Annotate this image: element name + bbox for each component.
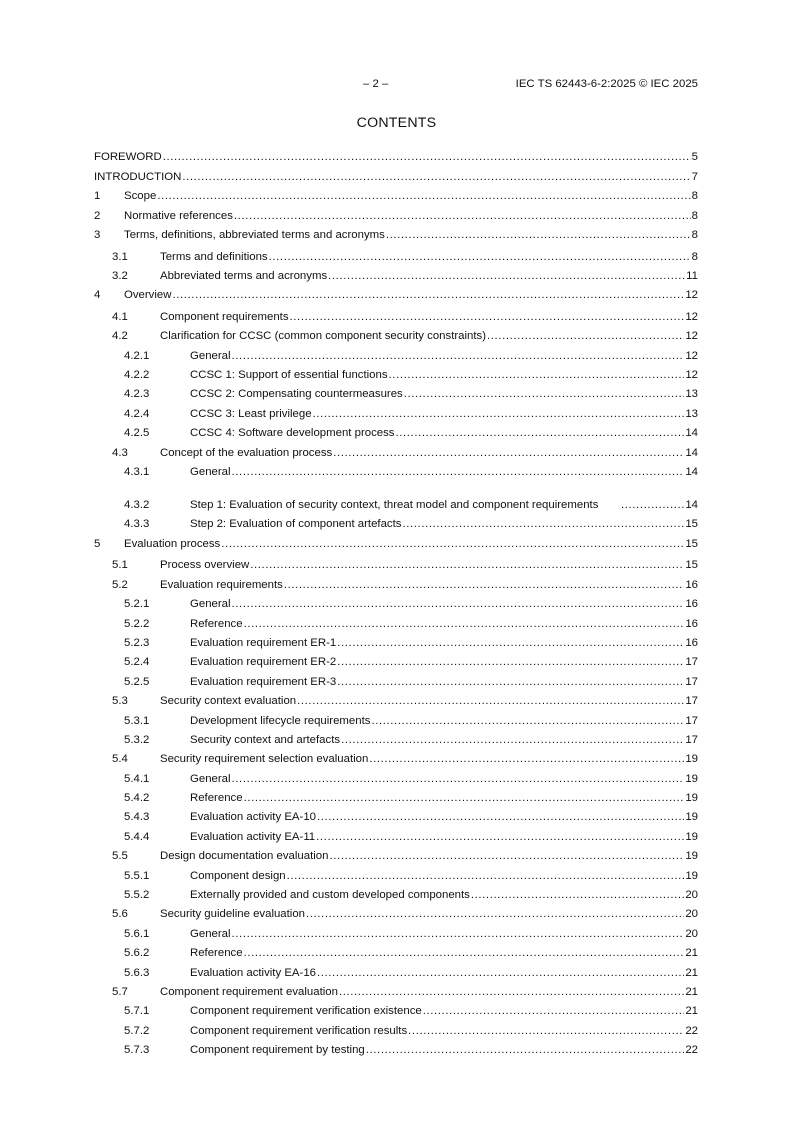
toc-dot-leader [269, 250, 691, 264]
toc-entry-page: 14 [685, 446, 698, 459]
toc-entry-title: Security guideline evaluation [160, 908, 306, 921]
toc-entry[interactable] [94, 631, 698, 650]
toc-dot-leader [297, 694, 684, 708]
toc-dot-leader [389, 368, 685, 382]
toc-entry-page: 21 [685, 985, 698, 998]
toc-entry-number: 4.2.3 [124, 388, 150, 401]
toc-entry-number: 5.2.4 [124, 656, 150, 669]
toc-entry-page: 14 [685, 499, 698, 512]
toc-entry-page: 12 [685, 289, 698, 302]
toc-dot-leader [369, 752, 684, 766]
toc-entry[interactable] [94, 531, 698, 550]
toc-dot-leader [333, 446, 684, 460]
toc-entry-number: 1 [94, 190, 101, 203]
toc-entry[interactable] [94, 164, 698, 183]
toc-dot-leader [337, 655, 684, 669]
toc-entry[interactable] [94, 786, 698, 805]
toc-entry-page: 19 [685, 869, 698, 882]
toc-entry[interactable] [94, 863, 698, 882]
toc-entry-page: 12 [685, 310, 698, 323]
toc-entry-page: 21 [685, 966, 698, 979]
toc-entry-title: CCSC 4: Software development process [190, 427, 395, 440]
toc-entry-page: 19 [685, 753, 698, 766]
toc-entry-title: Security context evaluation [160, 695, 297, 708]
toc-entry-title: Evaluation activity EA-11 [190, 830, 316, 843]
toc-entry-page: 5 [691, 151, 698, 164]
toc-entry[interactable] [94, 512, 698, 531]
toc-entry[interactable] [94, 401, 698, 420]
toc-entry-title: Normative references [124, 209, 233, 222]
toc-entry-title: Reference [190, 792, 243, 805]
toc-entry-page: 19 [685, 830, 698, 843]
toc-entry-page: 19 [685, 811, 698, 824]
toc-entry[interactable] [94, 669, 698, 688]
toc-dot-leader [182, 170, 690, 184]
toc-entry-title: Reference [190, 617, 243, 630]
toc-dot-leader [371, 714, 684, 728]
toc-entry-title: Component requirement verification existence [190, 1005, 422, 1018]
toc-entry-title: Evaluation requirement ER-3 [190, 675, 337, 688]
toc-entry[interactable] [94, 960, 698, 979]
toc-entry-page: 12 [685, 369, 698, 382]
toc-entry[interactable] [94, 382, 698, 401]
toc-entry[interactable] [94, 1038, 698, 1057]
toc-entry-page: 16 [685, 598, 698, 611]
toc-dot-leader [408, 1024, 684, 1038]
toc-entry-title: Step 1: Evaluation of security context, threat model and component requirements [190, 499, 599, 512]
toc-dot-leader [290, 310, 685, 324]
toc-dot-leader [221, 537, 684, 551]
toc-dot-leader [471, 888, 684, 902]
toc-entry[interactable] [94, 592, 698, 611]
toc-entry-title: INTRODUCTION [94, 170, 182, 183]
toc-dot-leader [232, 349, 685, 363]
toc-dot-leader [232, 465, 685, 479]
toc-entry[interactable] [94, 283, 698, 302]
toc-dot-leader [232, 597, 685, 611]
toc-entry-number: 4.3.3 [124, 518, 150, 531]
toc-entry-title: Component requirement evaluation [160, 985, 338, 998]
toc-entry-page: 20 [685, 927, 698, 940]
toc-entry-page: 13 [685, 407, 698, 420]
toc-entry[interactable] [94, 999, 698, 1018]
toc-entry-title: Step 2: Evaluation of component artefacts [190, 518, 402, 531]
toc-dot-leader [329, 849, 684, 863]
toc-entry-number: 5.5 [112, 850, 128, 863]
toc-dot-leader [287, 869, 685, 883]
toc-entry[interactable] [94, 902, 698, 921]
toc-dot-leader [157, 189, 690, 203]
toc-entry-title: Component requirement verification results [190, 1024, 408, 1037]
toc-entry-number: 2 [94, 209, 101, 222]
toc-entry-number: 5.3.2 [124, 733, 150, 746]
toc-entry-title: Evaluation requirements [160, 578, 283, 591]
toc-entry-page: 15 [685, 559, 698, 572]
toc-entry[interactable] [94, 611, 698, 630]
toc-dot-leader [386, 228, 691, 242]
toc-entry-number: 5.4.3 [124, 811, 150, 824]
toc-entry-number: 5.2.2 [124, 617, 150, 630]
toc-entry-number: 5.4.4 [124, 830, 150, 843]
toc-entry-title: Evaluation process [124, 537, 221, 550]
toc-entry-number: 5.6.3 [124, 966, 150, 979]
toc-dot-leader [396, 426, 685, 440]
toc-dot-leader [403, 517, 685, 531]
toc-entry-number: 5.1 [112, 559, 128, 572]
toc-entry-number: 5.2.1 [124, 598, 150, 611]
toc-entry-number: 4.1 [112, 310, 128, 323]
toc-entry-title: Overview [124, 289, 172, 302]
toc-entry-number: 5.7 [112, 985, 128, 998]
toc-entry[interactable] [94, 244, 698, 263]
toc-entry-page: 19 [685, 850, 698, 863]
toc-entry-number: 4.2.4 [124, 407, 150, 420]
toc-entry[interactable] [94, 145, 698, 164]
toc-dot-leader [337, 636, 684, 650]
toc-entry[interactable] [94, 421, 698, 440]
table-of-contents [94, 145, 698, 1057]
toc-entry-number: 3 [94, 228, 101, 241]
toc-entry-title: General [190, 466, 231, 479]
toc-entry-title: Security requirement selection evaluation [160, 753, 369, 766]
toc-entry-page: 12 [685, 330, 698, 343]
toc-entry[interactable] [94, 805, 698, 824]
toc-entry-number: 4 [94, 289, 101, 302]
toc-entry-title: Development lifecycle requirements [190, 714, 371, 727]
toc-entry-title: Component design [190, 869, 286, 882]
toc-entry-page: 17 [685, 656, 698, 669]
toc-entry-number: 4.3.2 [124, 499, 150, 512]
toc-entry-number: 4.3 [112, 446, 128, 459]
toc-entry[interactable] [94, 689, 698, 708]
toc-dot-leader [404, 387, 685, 401]
toc-entry-page: 17 [685, 714, 698, 727]
toc-entry-title: Process overview [160, 559, 250, 572]
toc-entry[interactable] [94, 479, 698, 512]
toc-entry-page: 8 [691, 190, 698, 203]
toc-entry-title: General [190, 772, 231, 785]
toc-entry-title: General [190, 927, 231, 940]
toc-entry-title: Evaluation activity EA-10 [190, 811, 316, 824]
toc-entry-number: 5.6.2 [124, 947, 150, 960]
toc-entry-page: 8 [691, 228, 698, 241]
toc-entry-page: 16 [685, 617, 698, 630]
toc-entry-title: Terms, definitions, abbreviated terms and acronyms [124, 228, 385, 241]
toc-entry-number: 5.3.1 [124, 714, 150, 727]
toc-dot-leader [328, 269, 685, 283]
toc-dot-leader [339, 985, 684, 999]
toc-entry[interactable] [94, 223, 698, 242]
toc-entry-title: Reference [190, 947, 243, 960]
toc-dot-leader [316, 830, 684, 844]
toc-entry-number: 5.7.2 [124, 1024, 150, 1037]
toc-entry[interactable] [94, 844, 698, 863]
toc-entry-page: 8 [691, 209, 698, 222]
toc-entry-title: Evaluation requirement ER-1 [190, 636, 337, 649]
toc-entry[interactable] [94, 305, 698, 324]
toc-dot-leader [284, 578, 684, 592]
toc-entry-page: 15 [685, 518, 698, 531]
toc-entry[interactable] [94, 824, 698, 843]
toc-entry-number: 5.2 [112, 578, 128, 591]
toc-entry-page: 22 [685, 1044, 698, 1057]
toc-entry[interactable] [94, 883, 698, 902]
toc-entry[interactable] [94, 184, 698, 203]
toc-entry[interactable] [94, 203, 698, 222]
toc-entry-page: 21 [685, 947, 698, 960]
toc-entry-title: Externally provided and custom developed components [190, 889, 470, 902]
toc-dot-leader [337, 675, 684, 689]
toc-dot-leader [232, 927, 685, 941]
toc-entry[interactable] [94, 343, 698, 362]
toc-dot-leader [234, 209, 691, 223]
toc-dot-leader [163, 150, 691, 164]
toc-entry-number: 4.3.1 [124, 466, 150, 479]
toc-entry[interactable] [94, 553, 698, 572]
toc-entry-number: 4.2.2 [124, 369, 150, 382]
toc-entry-title: Concept of the evaluation process [160, 446, 333, 459]
toc-entry[interactable] [94, 766, 698, 785]
toc-entry-title: Evaluation requirement ER-2 [190, 656, 337, 669]
toc-entry-number: 5.2.3 [124, 636, 150, 649]
toc-dot-leader [172, 288, 684, 302]
toc-dot-leader [317, 966, 684, 980]
toc-dot-leader [306, 907, 684, 921]
toc-entry-page: 15 [685, 537, 698, 550]
toc-entry[interactable] [94, 728, 698, 747]
toc-entry-title: General [190, 598, 231, 611]
toc-entry-title: Security context and artefacts [190, 733, 341, 746]
toc-entry-page: 19 [685, 772, 698, 785]
toc-entry-number: 3.1 [112, 250, 128, 263]
toc-entry[interactable] [94, 264, 698, 283]
toc-entry-title: Scope [124, 190, 157, 203]
toc-entry-title: CCSC 1: Support of essential functions [190, 369, 388, 382]
toc-dot-leader [244, 946, 685, 960]
toc-dot-leader [366, 1043, 685, 1057]
toc-entry-title: Component requirement by testing [190, 1044, 365, 1057]
toc-entry-page: 22 [685, 1024, 698, 1037]
toc-dot-leader [250, 558, 684, 572]
toc-entry-number: 5.4.2 [124, 792, 150, 805]
toc-entry-page: 21 [685, 1005, 698, 1018]
toc-dot-leader [423, 1004, 685, 1018]
toc-entry-number: 5.4.1 [124, 772, 150, 785]
toc-entry-title: Design documentation evaluation [160, 850, 329, 863]
toc-entry-title: Evaluation activity EA-16 [190, 966, 316, 979]
toc-entry-page: 20 [685, 908, 698, 921]
toc-entry-page: 17 [685, 733, 698, 746]
toc-entry-number: 5.7.3 [124, 1044, 150, 1057]
toc-entry-title: Component requirements [160, 310, 289, 323]
toc-entry-page: 12 [685, 349, 698, 362]
toc-entry-number: 3.2 [112, 269, 128, 282]
toc-entry[interactable] [94, 572, 698, 591]
toc-entry-title: Clarification for CCSC (common component security constraints) [160, 330, 487, 343]
toc-entry-title: CCSC 2: Compensating countermeasures [190, 388, 403, 401]
toc-dot-leader [232, 772, 685, 786]
toc-dot-leader [244, 617, 685, 631]
toc-entry-number: 4.2.5 [124, 427, 150, 440]
toc-entry-number: 5.2.5 [124, 675, 150, 688]
toc-entry-number: 5.5.2 [124, 889, 150, 902]
toc-entry[interactable] [94, 650, 698, 669]
toc-entry-page: 7 [691, 170, 698, 183]
toc-entry[interactable] [94, 440, 698, 459]
toc-entry-number: 4.2 [112, 330, 128, 343]
toc-entry-number: 5.3 [112, 695, 128, 708]
toc-entry-page: 16 [685, 636, 698, 649]
toc-dot-leader [244, 791, 685, 805]
toc-dot-leader [487, 329, 684, 343]
toc-dot-leader [621, 498, 684, 512]
toc-entry-number: 5.7.1 [124, 1005, 150, 1018]
toc-entry-page: 14 [685, 466, 698, 479]
toc-dot-leader [313, 407, 685, 421]
toc-entry-number: 5 [94, 537, 101, 550]
contents-title: CONTENTS [356, 115, 437, 131]
page-number: – 2 – [363, 78, 389, 90]
toc-entry[interactable] [94, 324, 698, 343]
toc-entry[interactable] [94, 980, 698, 999]
toc-entry-page: 19 [685, 792, 698, 805]
toc-entry-page: 17 [685, 695, 698, 708]
toc-entry-title: General [190, 349, 231, 362]
toc-entry-page: 11 [686, 269, 698, 282]
toc-entry-number: 5.5.1 [124, 869, 150, 882]
toc-entry-title: CCSC 3: Least privilege [190, 407, 312, 420]
page-header [0, 76, 793, 92]
toc-entry-page: 17 [685, 675, 698, 688]
toc-entry-number: 5.6.1 [124, 927, 150, 940]
toc-entry-page: 14 [685, 427, 698, 440]
toc-entry-number: 5.6 [112, 908, 128, 921]
toc-entry[interactable] [94, 363, 698, 382]
toc-entry-title: Abbreviated terms and acronyms [160, 269, 328, 282]
toc-entry[interactable] [94, 460, 698, 479]
toc-entry-number: 4.2.1 [124, 349, 150, 362]
toc-entry-page: 16 [685, 578, 698, 591]
toc-entry[interactable] [94, 1018, 698, 1037]
toc-entry[interactable] [94, 747, 698, 766]
toc-entry[interactable] [94, 921, 698, 940]
toc-entry-page: 20 [685, 889, 698, 902]
toc-entry-page: 13 [685, 388, 698, 401]
toc-entry-page: 8 [691, 250, 698, 263]
toc-dot-leader [317, 810, 684, 824]
toc-entry-number: 5.4 [112, 753, 128, 766]
toc-dot-leader [341, 733, 684, 747]
toc-entry[interactable] [94, 708, 698, 727]
standard-reference: IEC TS 62443-6-2:2025 © IEC 2025 [515, 78, 698, 90]
toc-entry-title: Terms and definitions [160, 250, 268, 263]
toc-entry-title: FOREWORD [94, 151, 162, 164]
toc-entry[interactable] [94, 941, 698, 960]
